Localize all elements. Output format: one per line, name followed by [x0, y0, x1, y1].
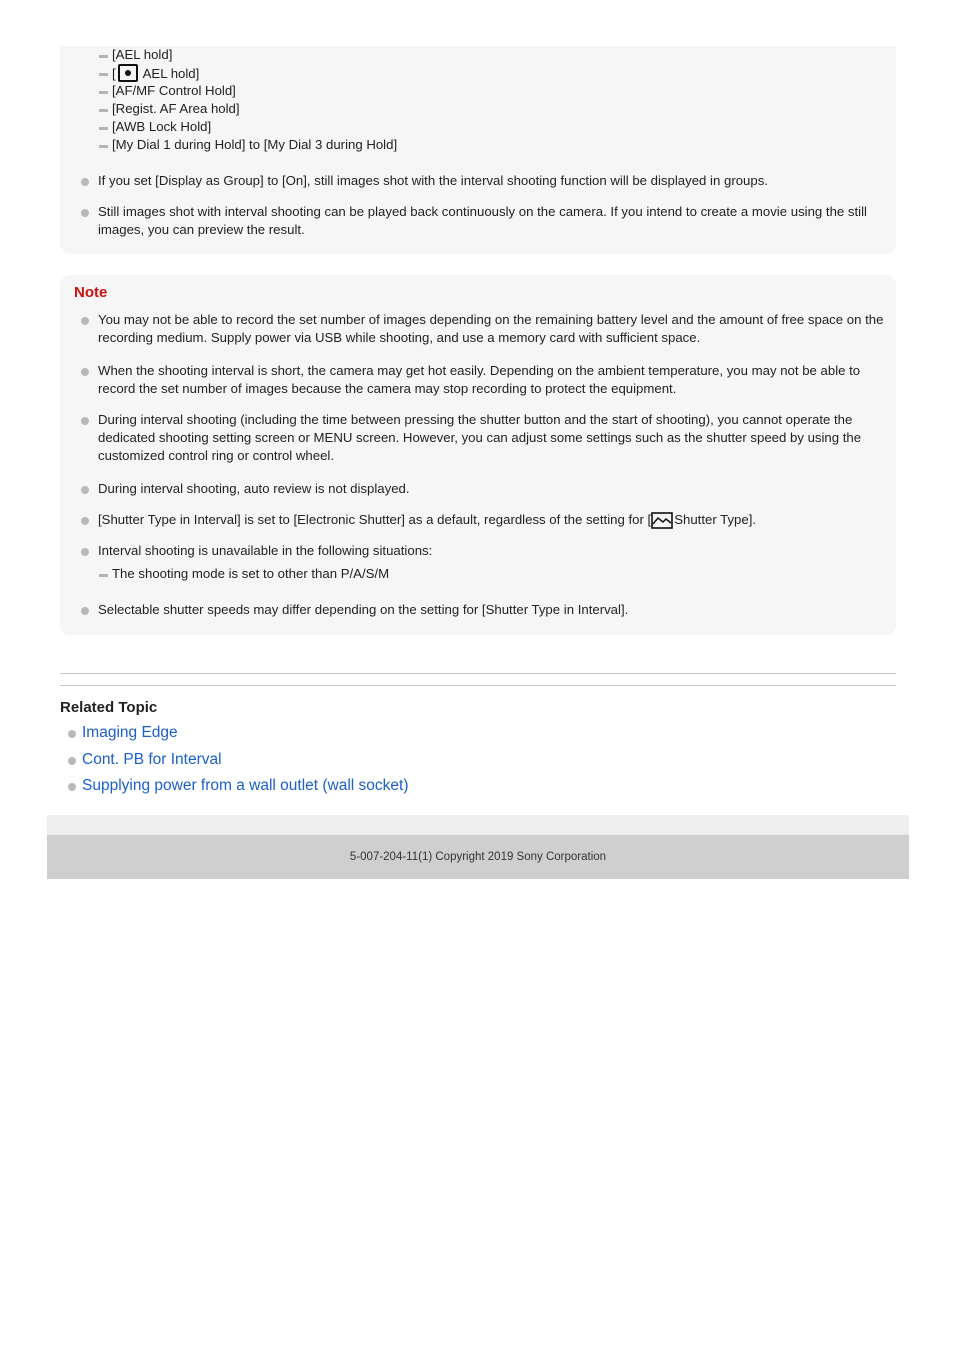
note-title: Note	[74, 284, 108, 301]
bullet-icon	[68, 730, 76, 738]
still-image-icon	[651, 512, 673, 529]
related-topic-title: Related Topic	[60, 699, 158, 716]
link-supplying-power[interactable]: Supplying power from a wall outlet (wall socket)	[82, 777, 409, 794]
list-item: [AWB Lock Hold]	[98, 118, 397, 136]
bullet-icon	[81, 209, 89, 217]
list-item: [AF/MF Control Hold]	[98, 82, 397, 100]
bullet-icon	[81, 548, 89, 556]
bullet-icon	[68, 757, 76, 765]
bullet-icon	[68, 783, 76, 791]
note-item: During interval shooting (including the time between pressing the shutter button and the start of shooting), you cannot operate the dedicated shooting setting screen or MENU screen. However, you can adjust some settings such as the shutter speed by using the customized control ring or control wheel.	[98, 411, 888, 465]
list-item	[60, 722, 409, 749]
hint-item: Still images shot with interval shooting can be played back continuously on the camera. If you intend to create a movie using the still images, you can preview the result.	[98, 203, 888, 239]
bullet-icon	[81, 607, 89, 615]
hint-panel	[60, 46, 896, 254]
hint-item: If you set [Display as Group] to [On], still images shot with the interval shooting function will be displayed in groups.	[98, 172, 888, 190]
bullet-icon	[81, 317, 89, 325]
dash-icon	[99, 91, 108, 94]
list-item	[60, 775, 409, 802]
bullet-icon	[81, 517, 89, 525]
note-sub-item	[98, 565, 888, 583]
note-item: You may not be able to record the set number of images depending on the remaining battery level and the amount of free space on the recording medium. Supply power via USB while shooting, and use a memory card with sufficient space.	[98, 311, 888, 347]
dash-icon	[99, 574, 108, 577]
note-item: During interval shooting, auto review is not displayed.	[98, 480, 888, 498]
note-item: When the shooting interval is short, the camera may get hot easily. Depending on the ambient temperature, you may not be able to record the set number of images because the camera may stop recording to protect the equipment.	[98, 362, 888, 398]
footer-spacer	[47, 815, 909, 835]
related-topic-list	[60, 722, 409, 802]
dash-icon	[99, 73, 108, 76]
link-cont-pb-for-interval[interactable]: Cont. PB for Interval	[82, 750, 222, 768]
copyright-footer: 5-007-204-11(1) Copyright 2019 Sony Corporation	[47, 835, 909, 879]
list-item: [My Dial 1 during Hold] to [My Dial 3 during Hold]	[98, 136, 397, 154]
hold-options-list	[98, 46, 397, 154]
bullet-icon	[81, 368, 89, 376]
link-imaging-edge[interactable]: Imaging Edge	[82, 724, 178, 741]
note-item: Interval shooting is unavailable in the following situations:	[98, 542, 888, 560]
bullet-icon	[81, 486, 89, 494]
list-item: [Regist. AF Area hold]	[98, 100, 397, 118]
divider	[60, 685, 896, 686]
divider	[60, 673, 896, 674]
list-item: [ AEL hold]	[98, 64, 397, 82]
note-panel	[60, 275, 896, 635]
list-item	[60, 749, 409, 776]
dash-icon	[99, 109, 108, 112]
note-item: Selectable shutter speeds may differ depending on the setting for [Shutter Type in Interval].	[98, 601, 888, 619]
bullet-icon	[81, 178, 89, 186]
ael-spot-icon	[118, 64, 138, 82]
note-item: [Shutter Type in Interval] is set to [Electronic Shutter] as a default, regardless of the setting for [ Shutter Type].	[98, 511, 888, 529]
bullet-icon	[81, 417, 89, 425]
dash-icon	[99, 127, 108, 130]
list-item: The shooting mode is set to other than P/A/S/M	[98, 565, 888, 583]
dash-icon	[99, 145, 108, 148]
list-item: [AEL hold]	[98, 46, 397, 64]
dash-icon	[99, 55, 108, 58]
